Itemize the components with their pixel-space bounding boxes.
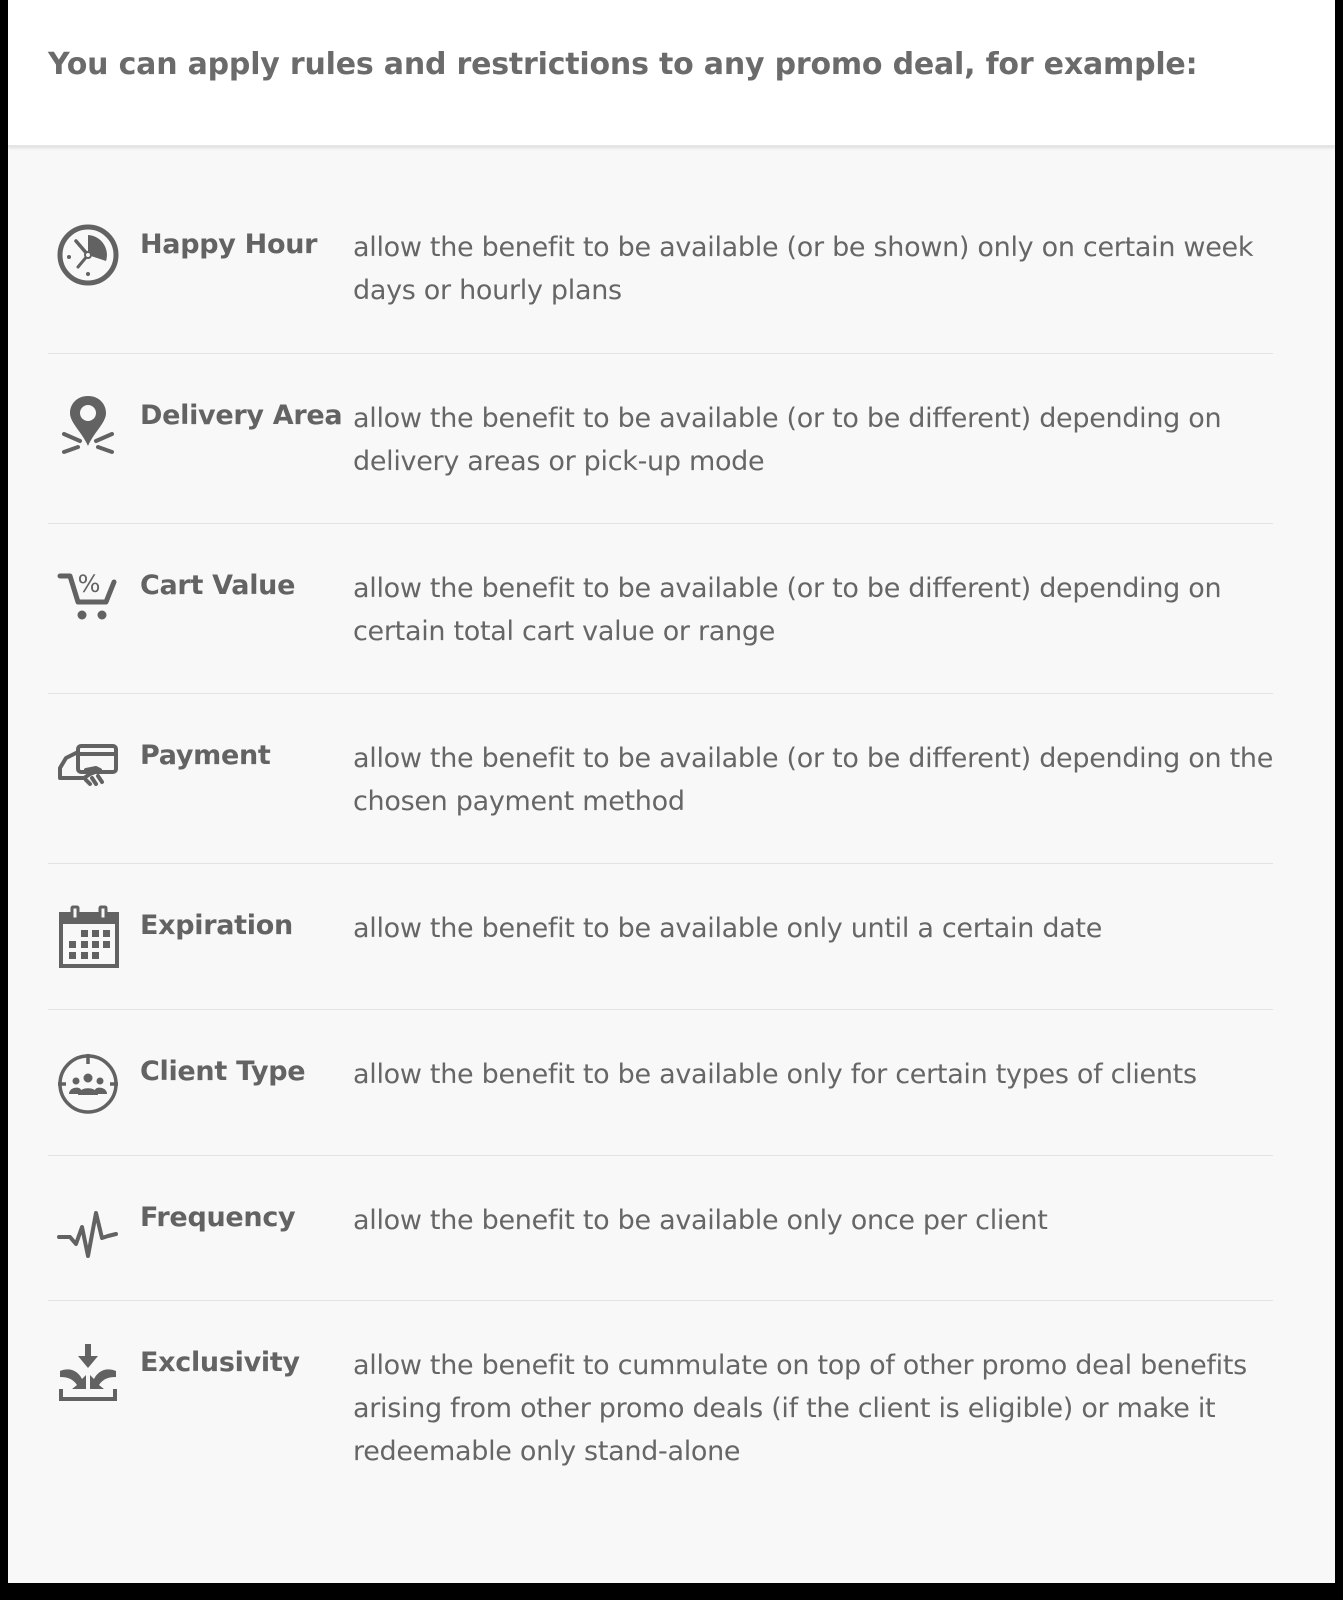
target-users-icon: [56, 1052, 120, 1116]
rule-description: allow the benefit to be available (or to be different) depending on delivery areas or pick-up mode: [353, 403, 1222, 477]
rule-cart-value: [48, 524, 1273, 694]
rule-description: allow the benefit to be available (or to be different) depending on certain total cart value or range: [353, 573, 1222, 647]
hand-card-icon: [56, 734, 120, 798]
rule-frequency: [48, 1156, 1273, 1301]
rule-description: allow the benefit to cummulate on top of other promo deal benefits arising from other promo deals (if the client is eligible) or make it redeemable only stand-alone: [353, 1350, 1247, 1467]
rule-expiration: [48, 864, 1273, 1010]
rule-description: allow the benefit to be available only once per client: [353, 1205, 1048, 1236]
rule-exclusivity: [48, 1301, 1273, 1541]
rule-description: allow the benefit to be available (or to be different) depending on the chosen payment method: [353, 743, 1274, 817]
svg-text:%: %: [77, 570, 101, 598]
rule-label: Cart Value: [140, 570, 296, 601]
pulse-icon: [56, 1196, 120, 1260]
rule-label: Payment: [140, 740, 271, 771]
rule-description: allow the benefit to be available (or be shown) only on certain week days or hourly plans: [353, 232, 1254, 306]
rule-label: Happy Hour: [140, 229, 318, 260]
map-pin-icon: [56, 392, 120, 456]
rules-list: [48, 145, 1273, 1541]
rule-label: Exclusivity: [140, 1347, 300, 1378]
rule-label: Client Type: [140, 1056, 306, 1087]
cart-percent-icon: [56, 562, 120, 626]
rule-happy-hour: [48, 145, 1273, 354]
rule-label: Delivery Area: [140, 400, 343, 431]
card-header: [8, 0, 1335, 146]
rule-description: allow the benefit to be available only until a certain date: [353, 913, 1103, 944]
calendar-icon: [56, 904, 120, 968]
rule-description: allow the benefit to be available only for certain types of clients: [353, 1059, 1197, 1090]
rule-label: Expiration: [140, 910, 293, 941]
page-title: You can apply rules and restrictions to any promo deal, for example:: [48, 47, 1198, 82]
rule-client-type: [48, 1010, 1273, 1156]
promo-rules-card: [8, 0, 1335, 1583]
rule-delivery-area: [48, 354, 1273, 524]
clock-icon: [56, 223, 120, 287]
rule-payment: [48, 694, 1273, 864]
rule-label: Frequency: [140, 1202, 296, 1233]
merge-arrows-icon: [56, 1341, 120, 1405]
